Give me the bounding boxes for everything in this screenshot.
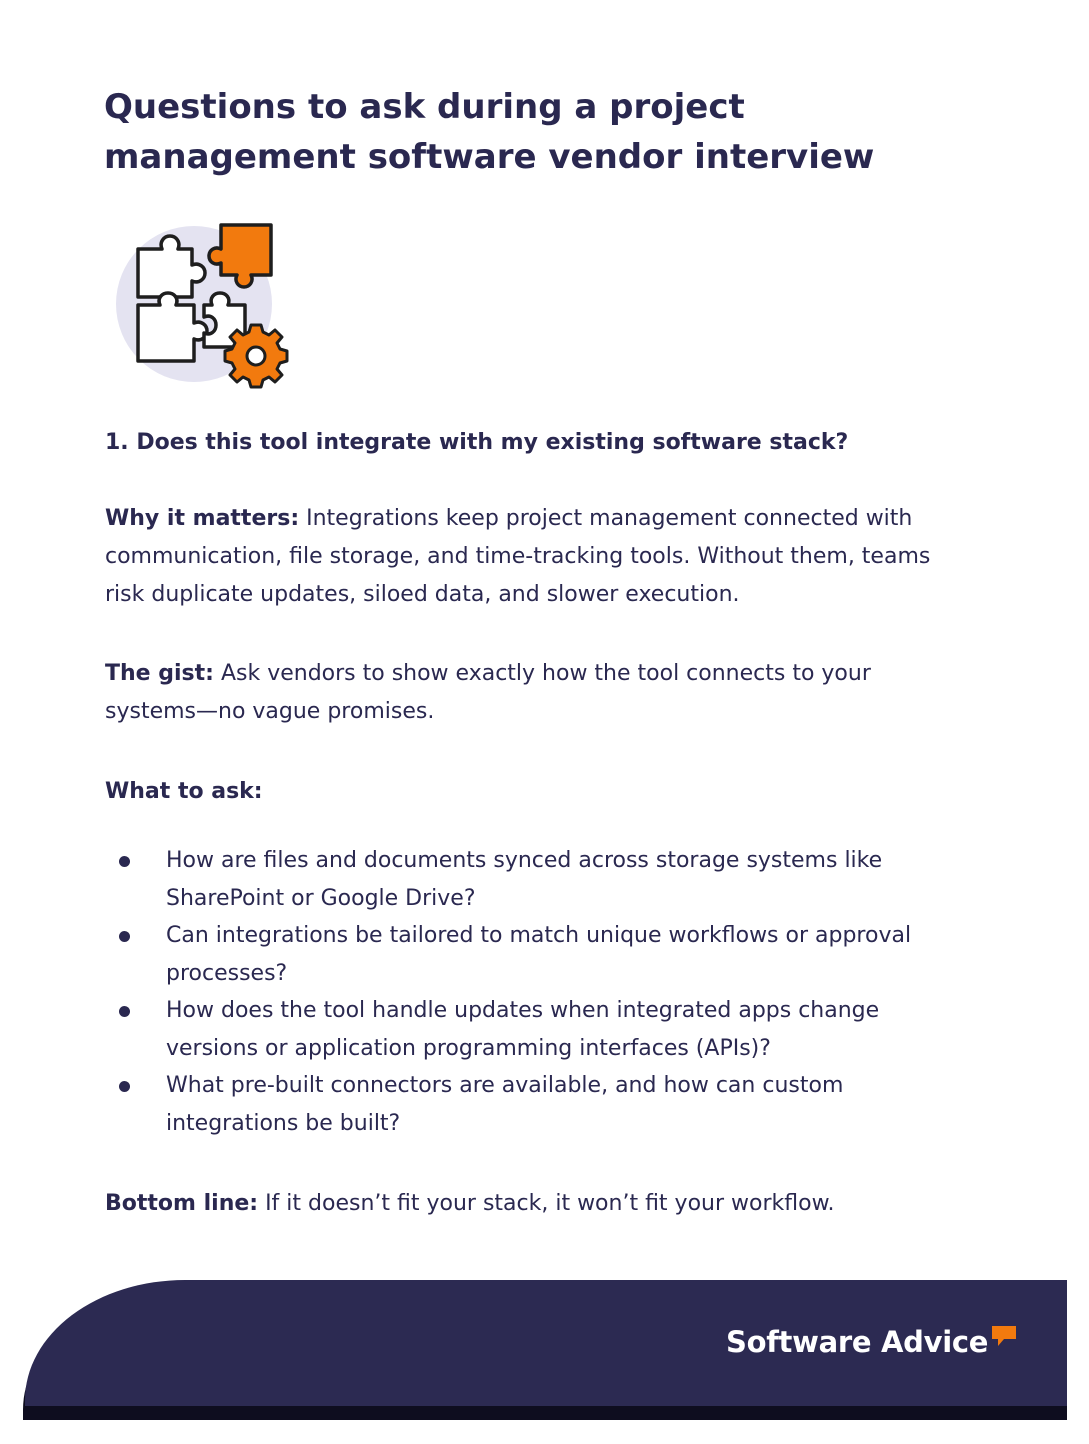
the-gist-paragraph (105, 655, 965, 731)
list-item-text: How does the tool handle updates when integrated apps change versions or application programming interfaces (APIs)? (166, 998, 880, 1061)
why-it-matters-text: Integrations keep project management connected with communication, file storage, and time-tracking tools. Without them, teams risk duplicate updates, siloed data, and slower execution. (105, 506, 931, 607)
the-gist-text: Ask vendors to show exactly how the tool connects to your systems—no vague promises. (105, 661, 871, 724)
bottom-line-label: Bottom line: (105, 1191, 259, 1216)
page-title: Questions to ask during a project management software vendor interview (104, 87, 875, 177)
list-item-text: Can integrations be tailored to match unique workflows or approval processes? (166, 923, 912, 986)
bottom-line-text: If it doesn’t fit your stack, it won’t fit your workflow. (258, 1191, 835, 1216)
why-it-matters-label: Why it matters: (105, 506, 300, 531)
why-it-matters-paragraph (105, 500, 965, 614)
list-item (105, 992, 945, 1067)
bullet-icon (119, 856, 130, 867)
puzzle-gear-icon (108, 215, 293, 395)
bullet-icon (119, 1081, 130, 1092)
question-list (105, 842, 945, 1142)
speech-bubble-icon (990, 1324, 1018, 1352)
brand-name: Software Advice (726, 1325, 989, 1359)
bullet-icon (119, 1006, 130, 1017)
bullet-icon (119, 931, 130, 942)
list-item (105, 842, 945, 917)
list-item-text: How are files and documents synced across storage systems like SharePoint or Google Drive? (166, 848, 883, 911)
list-item (105, 1067, 945, 1142)
bottom-line-paragraph (105, 1185, 965, 1223)
what-to-ask-label: What to ask: (105, 779, 263, 804)
list-item-text: What pre-built connectors are available, and how can custom integrations be built? (166, 1073, 844, 1136)
question-heading: 1. Does this tool integrate with my existing software stack? (105, 430, 849, 455)
the-gist-label: The gist: (105, 661, 214, 686)
brand-logo (726, 1322, 1018, 1366)
list-item (105, 917, 945, 992)
